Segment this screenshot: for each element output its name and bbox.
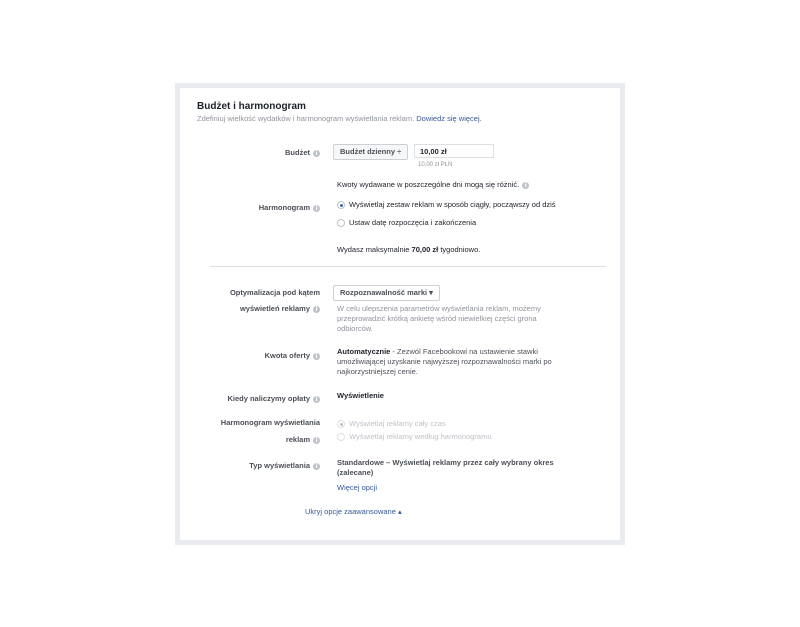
hide-advanced-options-link[interactable]: Ukryj opcje zaawansowane ▴ <box>305 507 402 516</box>
bid-description: Automatycznie - Zezwól Facebookowi na ustawienie stawki umożliwiającej uzyskanie najwyższej rozpoznawalności marki po najkorzystniejszej cenie. <box>337 347 552 376</box>
panel-frame <box>175 83 625 545</box>
delivery-type-value: Standardowe – Wyświetlaj reklamy przez cały wybrany okres (zalecane) <box>337 458 554 477</box>
info-icon[interactable]: i <box>313 205 320 212</box>
divider <box>210 266 606 267</box>
ad-scheduling-option-schedule[interactable]: Wyświetlaj reklamy według harmonogramu <box>337 432 492 441</box>
budget-label: Budżet i <box>180 148 320 157</box>
budget-amount-input[interactable]: 10,00 zł <box>414 144 494 158</box>
optimization-label-line2: wyświetleń reklamy i <box>180 304 320 313</box>
learn-more-link[interactable]: Dowiedz się więcej. <box>416 114 482 123</box>
info-icon[interactable]: i <box>313 463 320 470</box>
schedule-option-dates[interactable]: Ustaw datę rozpoczęcia i zakończenia <box>337 218 476 227</box>
ad-scheduling-label-line1: Harmonogram wyświetlania <box>220 418 320 427</box>
more-options-link[interactable]: Więcej opcji <box>337 483 378 492</box>
spend-variance-note: Kwoty wydawane w poszczególne dni mogą się różnić. i <box>337 180 529 189</box>
schedule-label: Harmonogram i <box>180 203 320 212</box>
radio-selected-icon[interactable] <box>337 420 345 428</box>
ad-scheduling-label-line2: reklam i <box>180 435 320 444</box>
info-icon[interactable]: i <box>522 182 529 189</box>
charge-label: Kiedy naliczymy opłaty i <box>180 394 320 403</box>
currency-note: 10,00 zł PLN <box>418 162 453 168</box>
bid-label: Kwota oferty i <box>180 351 320 360</box>
optimization-label-line1: Optymalizacja pod kątem <box>229 288 320 297</box>
optimization-description: W celu ulepszenia parametrów wyświetlania reklam, możemy przeprowadzić krótką ankietę wśród niewielkiej części grona odbiorców. <box>337 304 541 333</box>
info-icon[interactable]: i <box>313 353 320 360</box>
radio-icon[interactable] <box>337 219 345 227</box>
optimization-dropdown[interactable]: Rozpoznawalność marki ▾ <box>333 285 440 301</box>
section-title: Budżet i harmonogram <box>197 101 306 112</box>
delivery-type-label: Typ wyświetlania i <box>180 461 320 470</box>
info-icon[interactable]: i <box>313 396 320 403</box>
radio-icon[interactable] <box>337 433 345 441</box>
info-icon[interactable]: i <box>313 306 320 313</box>
info-icon[interactable]: i <box>313 150 320 157</box>
section-subtitle: Zdefiniuj wielkość wydatków i harmonogram wyświetlania reklam. Dowiedz się więcej. <box>197 114 482 123</box>
radio-selected-icon[interactable] <box>337 201 345 209</box>
budget-type-button[interactable]: Budżet dzienny ÷ <box>333 144 408 160</box>
weekly-max-spend: Wydasz maksymalnie 70,00 zł tygodniowo. <box>337 245 481 254</box>
schedule-option-continuous[interactable]: Wyświetlaj zestaw reklam w sposób ciągły, począwszy od dziś <box>337 200 556 209</box>
info-icon[interactable]: i <box>313 437 320 444</box>
charge-value: Wyświetlenie <box>337 391 384 400</box>
budget-schedule-card <box>180 88 620 540</box>
ad-scheduling-option-always[interactable]: Wyświetlaj reklamy cały czas <box>337 419 446 428</box>
